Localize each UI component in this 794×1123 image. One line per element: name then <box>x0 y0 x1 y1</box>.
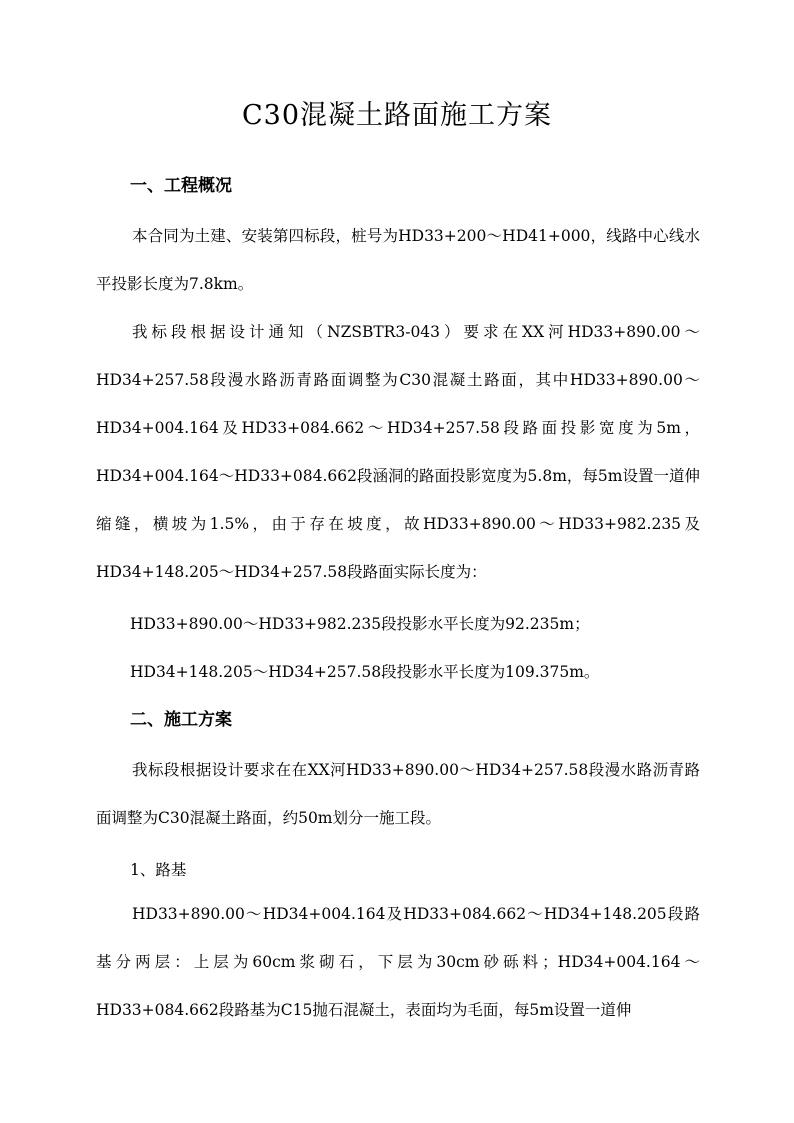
paragraph-construction-plan: 我标段根据设计要求在在XX河HD33+890.00～HD34+257.58段漫水路沥青路面调整为C30混凝土路面，约50m划分一施工段。 <box>96 761 700 827</box>
length-line-2: HD34+148.205～HD34+257.58段投影水平长度为109.375m。 <box>130 663 600 681</box>
length-line-1: HD33+890.00～HD33+982.235段投影水平长度为92.235m； <box>130 615 590 633</box>
paragraph-subgrade: HD33+890.00～HD34+004.164及HD33+084.662～HD34+148.205段路基分两层：上层为60cm浆砌石，下层为30cm砂砾料；HD34+004.164～HD33+084.662段路基为C15抛石混凝土，表面均为毛面，每5m设置一道伸 <box>96 905 700 1019</box>
paragraph-contract-scope: 本合同为土建、安装第四标段，桩号为HD33+200～HD41+000，线路中心线水平投影长度为7.8km。 <box>96 227 700 293</box>
section-heading-plan: 二、施工方案 <box>130 710 232 730</box>
paragraph-design-notice: 我标段根据设计通知（NZSBTR3-043）要求在XX河HD33+890.00～HD34+257.58段漫水路沥青路面调整为C30混凝土路面，其中HD33+890.00～HD34+004.164及HD33+084.662～HD34+257.58段路面投影宽度为5m，HD34+004.164～HD33+084.662段涵洞的路面投影宽度为5.8m，每5m设置一道伸缩缝，横坡为1.5%，由于存在坡度，故HD33+890.00～HD33+982.235及HD34+148.205～HD34+257.58段路面实际长度为： <box>96 323 700 581</box>
subheading-subgrade: 1、路基 <box>130 861 187 879</box>
document-title: C30混凝土路面施工方案 <box>241 100 552 131</box>
section-heading-overview: 一、工程概况 <box>130 176 232 196</box>
